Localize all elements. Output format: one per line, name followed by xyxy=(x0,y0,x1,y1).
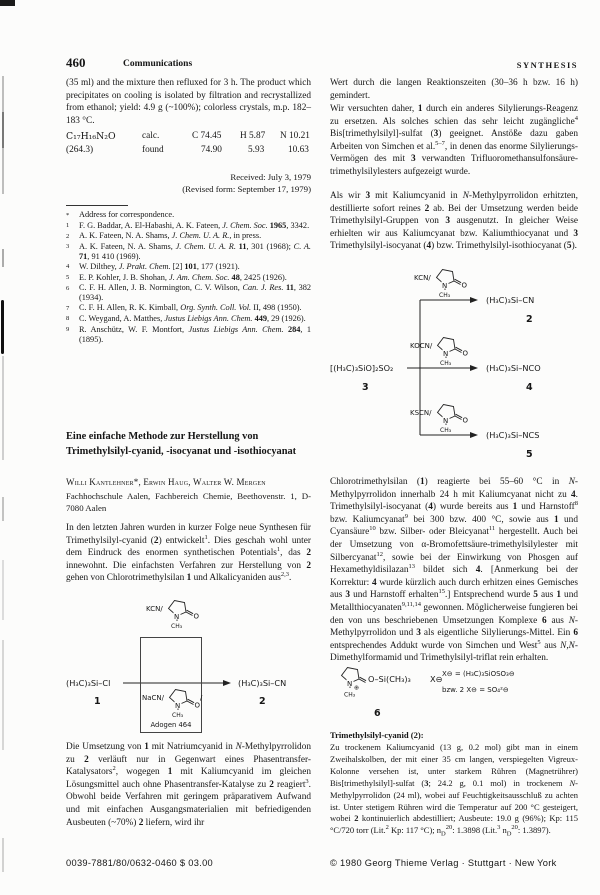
scan-streak xyxy=(2,356,4,460)
reference-5 xyxy=(66,273,311,284)
reaction-scheme-2 xyxy=(330,266,578,476)
silyloxy-group: O–Si(CH₃)₃ xyxy=(368,674,411,684)
section-title: Communications xyxy=(123,59,193,69)
reagent-kocn-nmp xyxy=(410,334,468,366)
experimental-heading: Trimethylsilyl-cyanid (2): xyxy=(330,730,424,740)
ring-nitrogen: N xyxy=(347,679,353,688)
n-methyl-label: CH₃ xyxy=(172,712,184,718)
paragraph-umsetzung: Die Umsetzung von 1 mit Natriumcyanid in N-Methylpyrrolidon zu 2 verläuft nur in Gegenwart eines Phasentransfer-Katalysators$^2$, wogegen 1 mit Kaliumcyanid im gleichen Lösungsmittel auch ohne Phasentransfer-Katalyse zu 2 reagiert$^3$. Obwohl beide Verfahren mit geringem präparativem Aufwand und mit einfachen Ausgangsmaterialien mit befriedigenden Ausbeuten (~70%) 2 liefern, wird ihr xyxy=(66,742,311,828)
elemental-analysis xyxy=(66,130,311,158)
received-dates xyxy=(66,171,311,196)
ring-nitrogen: N xyxy=(175,701,181,710)
ref-text: A. K. Fateen, N. A. Shams, J. Chem. U. A. R. 11, 301 (1968); C. A. 71, 91 410 (1969). xyxy=(79,241,311,261)
ref-marker: 9 xyxy=(66,326,70,334)
analysis-row-found xyxy=(66,144,310,158)
molecular-formula: C₁₇H₁₆N₂O xyxy=(66,131,116,142)
scan-streak xyxy=(2,838,4,872)
reference-8 xyxy=(66,314,311,325)
ring-oxygen: O xyxy=(193,612,199,621)
scan-streak xyxy=(2,112,4,148)
revised-line: (Revised form: September 17, 1979) xyxy=(182,184,311,195)
ring-nitrogen: N xyxy=(441,281,447,290)
reagent-label: KCN/ xyxy=(146,605,163,614)
n-methyl-label: CH₃ xyxy=(170,623,182,629)
reaction-scheme-1 xyxy=(66,597,311,742)
article-title-line2: Trimethylsilyl-cyanid, -isocyanat und -isothiocyanat xyxy=(66,445,297,457)
footnote-separator xyxy=(66,205,128,206)
product-formula: (H₃C)₃Si–CN xyxy=(238,678,287,688)
compound-4-label: 4 xyxy=(526,382,533,393)
reagent-kscn-nmp xyxy=(410,401,468,433)
article-title xyxy=(66,430,311,459)
counterion-equation-2: bzw. 2 X⊖ = SO₄²⊖ xyxy=(442,686,509,694)
ref-text: C. F. H. Allen, R. K. Kimball, Org. Synth. Coll. Vol. II, 498 (1950). xyxy=(79,303,302,313)
ref-marker: 6 xyxy=(66,284,70,292)
reagent-label: KCN/ xyxy=(414,274,431,283)
ref-text: A. K. Fateen, N. A. Shams, J. Chem. U. A. R., in press. xyxy=(79,231,262,241)
author-line: Willi Kantlehner*, Erwin Haug, Walter W. Mergen xyxy=(66,477,266,487)
ref-text: C. F. H. Allen, J. B. Normington, C. V. Wilson, Can. J. Res. 11, 382 (1934). xyxy=(79,283,312,303)
scan-streak xyxy=(2,249,4,267)
n-methyl-label: CH₃ xyxy=(344,691,356,698)
ref-text: E. P. Kohler, J. B. Shohan, J. Am. Chem. Soc. 48, 2425 (1926). xyxy=(79,272,287,282)
reference-3 xyxy=(66,242,311,262)
ref-text: F. G. Baddar, A. El-Habashi, A. K. Fateen, J. Chem. Soc. 1965, 3342. xyxy=(79,220,310,230)
ref-marker: 2 xyxy=(66,232,70,240)
reference-4 xyxy=(66,262,311,273)
scan-streak xyxy=(2,560,4,620)
pyrrolidone-ring-structure xyxy=(432,334,468,366)
reagent-kcn-nmp xyxy=(146,597,199,629)
reagent-label: KSCN/ xyxy=(410,409,432,418)
ref-marker: 8 xyxy=(66,315,70,323)
analysis-row-calc xyxy=(66,130,310,144)
ring-oxygen: O xyxy=(462,416,468,425)
affiliation: Fachhochschule Aalen, Fachbereich Chemie, Beethovenstr. 1, D-7080 Aalen xyxy=(66,491,311,513)
compound-3-label: 3 xyxy=(362,382,369,393)
reference-6 xyxy=(66,283,311,303)
ref-marker: * xyxy=(66,211,70,219)
ring-oxygen: O xyxy=(462,349,469,358)
ref-marker: 4 xyxy=(66,263,70,271)
compound-6-label: 6 xyxy=(374,708,381,719)
ref-marker: 7 xyxy=(66,304,70,312)
counterion-x: X⊖ xyxy=(430,674,443,684)
calc-h: H 5.87 xyxy=(240,131,266,141)
positive-charge-icon: ⊕ xyxy=(354,684,360,692)
reagent-nacn-nmp xyxy=(142,686,202,718)
found-n: 10.63 xyxy=(288,145,309,155)
ref-text: W. Dilthey, J. Prakt. Chem. [2] 101, 177 (1921). xyxy=(79,261,240,271)
reagent-label: KOCN/ xyxy=(410,342,433,351)
slash-separator: / xyxy=(200,694,203,703)
product-cn-formula: (H₃C)₃Si–CN xyxy=(486,295,535,305)
pyrrolidone-ring-structure xyxy=(432,401,468,433)
reagent-kcn-nmp xyxy=(414,266,467,298)
page-number: 460 xyxy=(66,55,86,70)
pyrrolidone-ring-structure xyxy=(164,686,203,718)
copyright-line: © 1980 Georg Thieme Verlag · Stuttgart · New York xyxy=(330,858,557,868)
ref-text: Address for correspondence. xyxy=(79,210,175,219)
article-title-line1: Eine einfache Methode zur Herstellung von xyxy=(66,431,259,442)
calc-c: C 74.45 xyxy=(192,131,222,141)
paragraph-chloro: Chlorotrimethylsilan (1) reagierte bei 55–60 °C in N-Methylpyrrolidon innerhalb 24 h mit Kaliumcyanat nicht zu 4. Trimethylsilyl-isocyanat (4) wurde bereits aus 1 und Harnstoff$^8$ bzw. Kaliumcyanat$^9$ bei 300 bzw. 400 °C, sowie aus 1 und Cyansäure$^{10}$ bzw. Silber- oder Bleicyanat$^{11}$ hergestellt. Auch bei der Umsetzung von α-Bromofettsäure-trimethylsilylester mit Silbercyanat$^{12}$, sowie bei der Einwirkung von Phosgen auf Hexamethyldisilazan$^{13}$ bildet sich 4. [Anmerkung bei der Korrektur: 4 wurde kürzlich auch durch erhitzen eines Gemisches aus 3 und Harnstoff erhalten$^{15}$.] Entsprechend wurde 5 aus 1 und Metallthiocyanaten$^{9,11,14}$ gewonnen. Möglicherweise fungieren bei den von uns beschriebenen Umsetzungen Komplexe 6 aus N-Methylpyrrolidon und 3 als eigentliche Silylierungs-Mittel. Ein 6 entsprechendes Addukt wurde von Simchen und West$^5$ aus N,N-Dimethylformamid und Trimethylsilyl-triflat rein erhalten. xyxy=(330,477,579,664)
reagent-label: NaCN/ xyxy=(142,694,165,703)
reference-list xyxy=(66,210,311,345)
ring-nitrogen: N xyxy=(442,416,448,425)
n-methyl-label: CH₃ xyxy=(439,427,451,433)
reference-1 xyxy=(66,221,311,232)
scan-streak xyxy=(1,300,4,354)
paragraph-alswir: Als wir 3 mit Kaliumcyanid in N-Methylpyrrolidon erhitzten, destillierte sofort reines 2 ab. Bei der Umsetzung werden beide Trimethylsilyl-Gruppen von 3 ausgenutzt. In gleicher Weise erhielten wir aus Kaliumcyanat bzw. Kaliumthiocyanat und 3 Trimethylsilyl-isocyanat (4) bzw. Trimethylsilyl-isothiocyanat (5). xyxy=(330,191,579,252)
scan-streak xyxy=(2,497,4,521)
product-ncs-formula: (H₃C)₃Si–NCS xyxy=(486,430,540,440)
reagent-box xyxy=(140,637,202,733)
journal-name: SYNTHESIS xyxy=(516,60,578,70)
footnote-correspondence xyxy=(66,210,311,221)
counterion-equation-1: X⊖ = (H₃C)₃SiOSO₃⊖ xyxy=(442,670,515,678)
n-methyl-label: CH₃ xyxy=(438,292,450,298)
calc-n: N 10.21 xyxy=(280,131,310,141)
ref-text: C. Weygand, A. Matthes, Justus Liebigs Ann. Chem. 449, 29 (1926). xyxy=(79,313,306,323)
compound-2-label: 2 xyxy=(259,696,266,707)
ring-nitrogen: N xyxy=(443,349,449,358)
substrate-formula: [(H₃C)₃SiO]₂SO₂ xyxy=(330,363,394,373)
scan-mark-corner xyxy=(0,0,15,6)
pyrrolidone-ring-structure xyxy=(163,597,199,629)
paragraph-intro: In den letzten Jahren wurden in kurzer Folge neue Synthesen für Trimethylsilyl-cyanid (2) entwickelt$^1$. Dies geschah wohl unter dem Eindruck des enormen synthetischen Potentials$^1$, das 2 innewohnt. Die einfachsten Verfahren zur Herstellung von 2 gehen von Chlorotrimethylsilan 1 und Alkalicyaniden aus$^{2,3}$. xyxy=(66,523,311,584)
reference-7 xyxy=(66,303,311,314)
ref-marker: 1 xyxy=(66,222,70,230)
compound-2-label: 2 xyxy=(526,314,533,325)
paragraph-wert: Wert durch die langen Reaktionszeiten (30–36 h bzw. 16 h) gemindert. xyxy=(330,78,578,101)
n-methyl-label: CH₃ xyxy=(440,360,452,366)
compound-5-label: 5 xyxy=(526,449,533,460)
reference-9 xyxy=(66,325,311,345)
found-label: found xyxy=(142,145,164,155)
scan-streak xyxy=(2,76,4,194)
ring-oxygen: O xyxy=(194,701,201,710)
paragraph-reagenz: Wir versuchten daher, 1 durch ein anderes Silylierungs-Reagenz zu ersetzen. Als solches schien das sehr leicht zugängliche$^4$ Bis[trimethylsilyl]-sulfat (3) geeignet. Anstöße dazu gaben Arbeiten von Simchen et al.$^{5-7}$, in denen das enorme Silylierungs-Vermögen des mit 3 verwandten Trifluoromethansulfonsäure-trimethylsilylesters aufgezeigt wurde. xyxy=(330,104,579,177)
found-h: 5.93 xyxy=(248,145,265,155)
catalyst-label: Adogen 464 xyxy=(150,721,192,729)
reference-2 xyxy=(66,231,311,242)
product-nco-formula: (H₃C)₃Si–NCO xyxy=(486,363,541,373)
ref-text: R. Anschütz, W. F. Montfort, Justus Liebigs Ann. Chem. 284, 1 (1895). xyxy=(79,324,312,344)
ring-nitrogen: N xyxy=(173,612,179,621)
received-line: Received: July 3, 1979 xyxy=(230,172,311,182)
compound-1-label: 1 xyxy=(94,696,101,707)
pyrrolidone-ring-structure xyxy=(431,266,467,298)
experimental-paragraph: Zu trockenem Kaliumcyanid (13 g, 0.2 mol) gibt man in einem Zweihalskolben, der mit einer 35 cm langen, verspiegelten Vigreux-Kolonne versehen ist, unter starkem Rühren (Magnetrührer) Bis[trimethylsilyl]-sulfat (3; 24.2 g, 0.1 mol) in trockenem N-Methylpyrrolidon (24 ml), wobei auf Feuchtigkeitsausschluß zu achten ist. Unter stetigem Rühren wird die Temperatur auf 200 °C gesteigert, wobei 2 kontinuierlich abdestilliert; Ausbeute: 19.0 g (96%); Kp: 115 °C/720 torr (Lit.$^2$ Kp: 117 °C); $n_D^{20}$: 1.3898 (Lit.$^3$ $n_D^{20}$: 1.3897). xyxy=(330,742,578,839)
reactant-formula: (H₃C)₃Si–Cl xyxy=(66,678,111,688)
issn-price-line: 0039-7881/80/0632-0460 $ 03.00 xyxy=(66,858,214,868)
paragraph-reflux: (35 ml) and the mixture then refluxed for 3 h. The product which precipitates on cooling is isolated by filtration and recrystallized from ethanol; yield: 4.9 g (~100%); colorless crystals, m.p. 182–183 °C. xyxy=(66,78,311,126)
ref-marker: 5 xyxy=(66,274,70,282)
molecular-mass: (264.3) xyxy=(66,145,94,155)
calc-label: calc. xyxy=(142,131,160,141)
scan-streak xyxy=(2,640,4,750)
ref-marker: 3 xyxy=(66,243,70,251)
found-c: 74.90 xyxy=(201,145,222,155)
ring-oxygen: O xyxy=(461,281,467,290)
complex-6-structure xyxy=(330,662,578,728)
